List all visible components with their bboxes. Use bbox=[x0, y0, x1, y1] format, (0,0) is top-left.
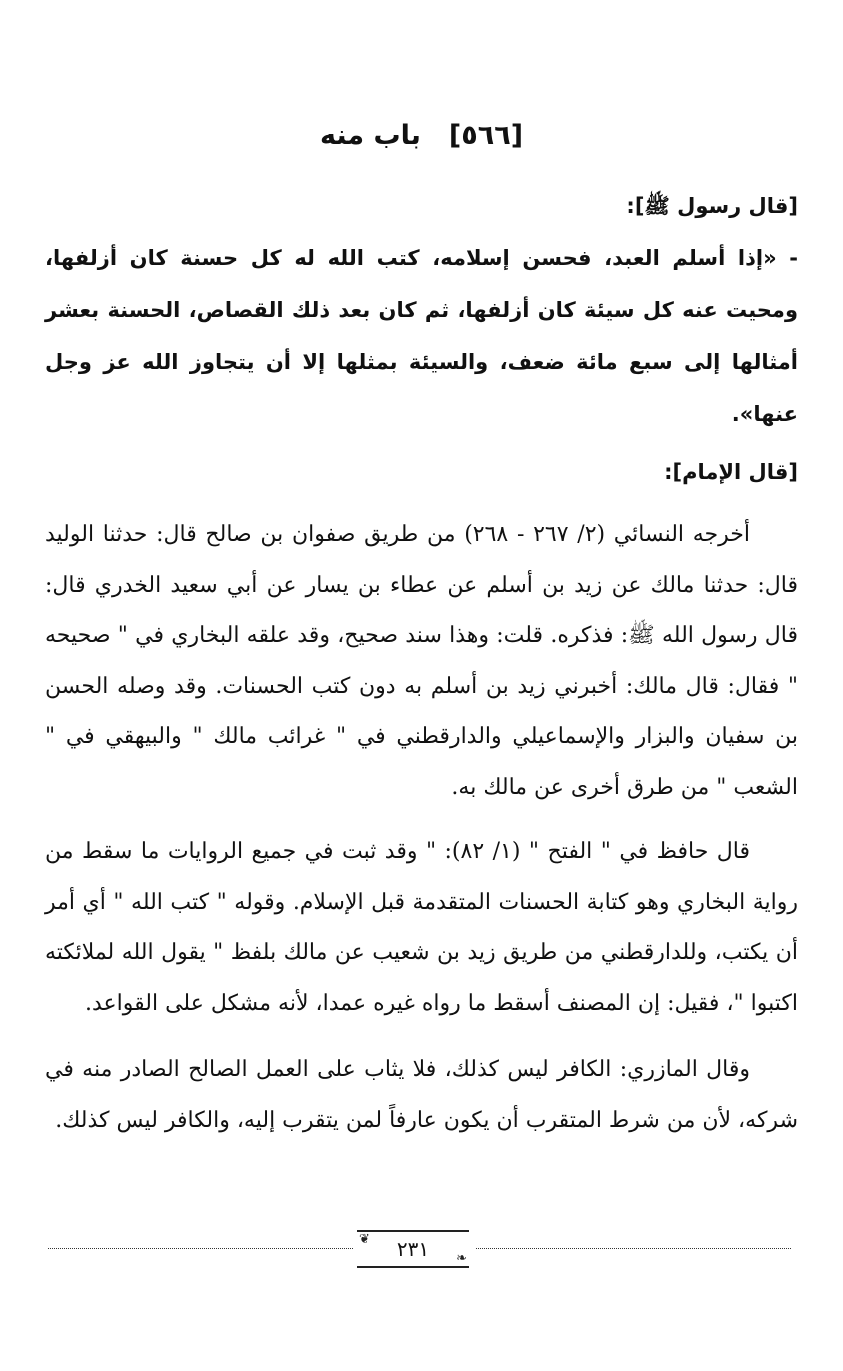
ornament-icon: ❧ bbox=[456, 1251, 467, 1266]
footer-divider-right bbox=[476, 1248, 791, 1249]
page-number-frame bbox=[357, 1230, 469, 1268]
section-label-prophet: [قال رسول ﷺ]: bbox=[626, 194, 798, 218]
footer-divider-left bbox=[48, 1248, 353, 1249]
page-number: ٢٣١ bbox=[396, 1237, 430, 1261]
ornament-icon: ❦ bbox=[359, 1232, 370, 1247]
section-label-imam: [قال الإمام]: bbox=[664, 460, 798, 484]
commentary-paragraph-fath: قال حافظ في " الفتح " (١/ ٨٢): " وقد ثبت في جميع الروايات ما سقط من رواية البخاري وهو كتابة الحسنات المتقدمة قبل الإسلام. وقوله " كتب الله " أي أمر أن يكتب، وللدارقطني من طريق زيد بن شعيب عن مالك بلفظ " يقول الله لملائكته اكتبوا "، فقيل: إن المصنف أسقط ما رواه غيره عمدا، لأنه مشكل على القواعد. bbox=[45, 839, 798, 1016]
commentary-paragraph-mazari: وقال المازري: الكافر ليس كذلك، فلا يثاب على العمل الصالح الصادر منه في شركه، لأن من شرط المتقرب أن يكون عارفاً لمن يتقرب إليه، والكافر ليس كذلك. bbox=[45, 1057, 798, 1133]
page-body bbox=[45, 180, 798, 1146]
commentary-paragraph-takhrij: أخرجه النسائي (٢/ ٢٦٧ - ٢٦٨) من طريق صفوان بن صالح قال: حدثنا الوليد قال: حدثنا مالك عن زيد بن أسلم عن عطاء بن يسار عن أبي سعيد الخدري قال: قال رسول الله ﷺ: فذكره. قلت: وهذا سند صحيح، وقد علقه البخاري في " صحيحه " فقال: قال مالك: أخبرني زيد بن أسلم به دون كتب الحسنات. وقد وصله الحسن بن سفيان والبزار والإسماعيلي والدارقطني في " غرائب مالك " والبيهقي في " الشعب " من طرق أخرى عن مالك به. bbox=[45, 522, 798, 800]
chapter-title: باب منه bbox=[319, 120, 421, 151]
chapter-number: [٥٦٦] bbox=[448, 120, 524, 151]
chapter-heading bbox=[0, 116, 843, 156]
hadith-text: - «إذا أسلم العبد، فحسن إسلامه، كتب الله له كل حسنة كان أزلفها، ومحيت عنه كل سيئة كان أزلفها، ثم كان بعد ذلك القصاص، الحسنة بعشر أمثالها إلى سبع مائة ضعف، والسيئة بمثلها إلا أن يتجاوز الله عز وجل عنها». bbox=[45, 246, 798, 426]
